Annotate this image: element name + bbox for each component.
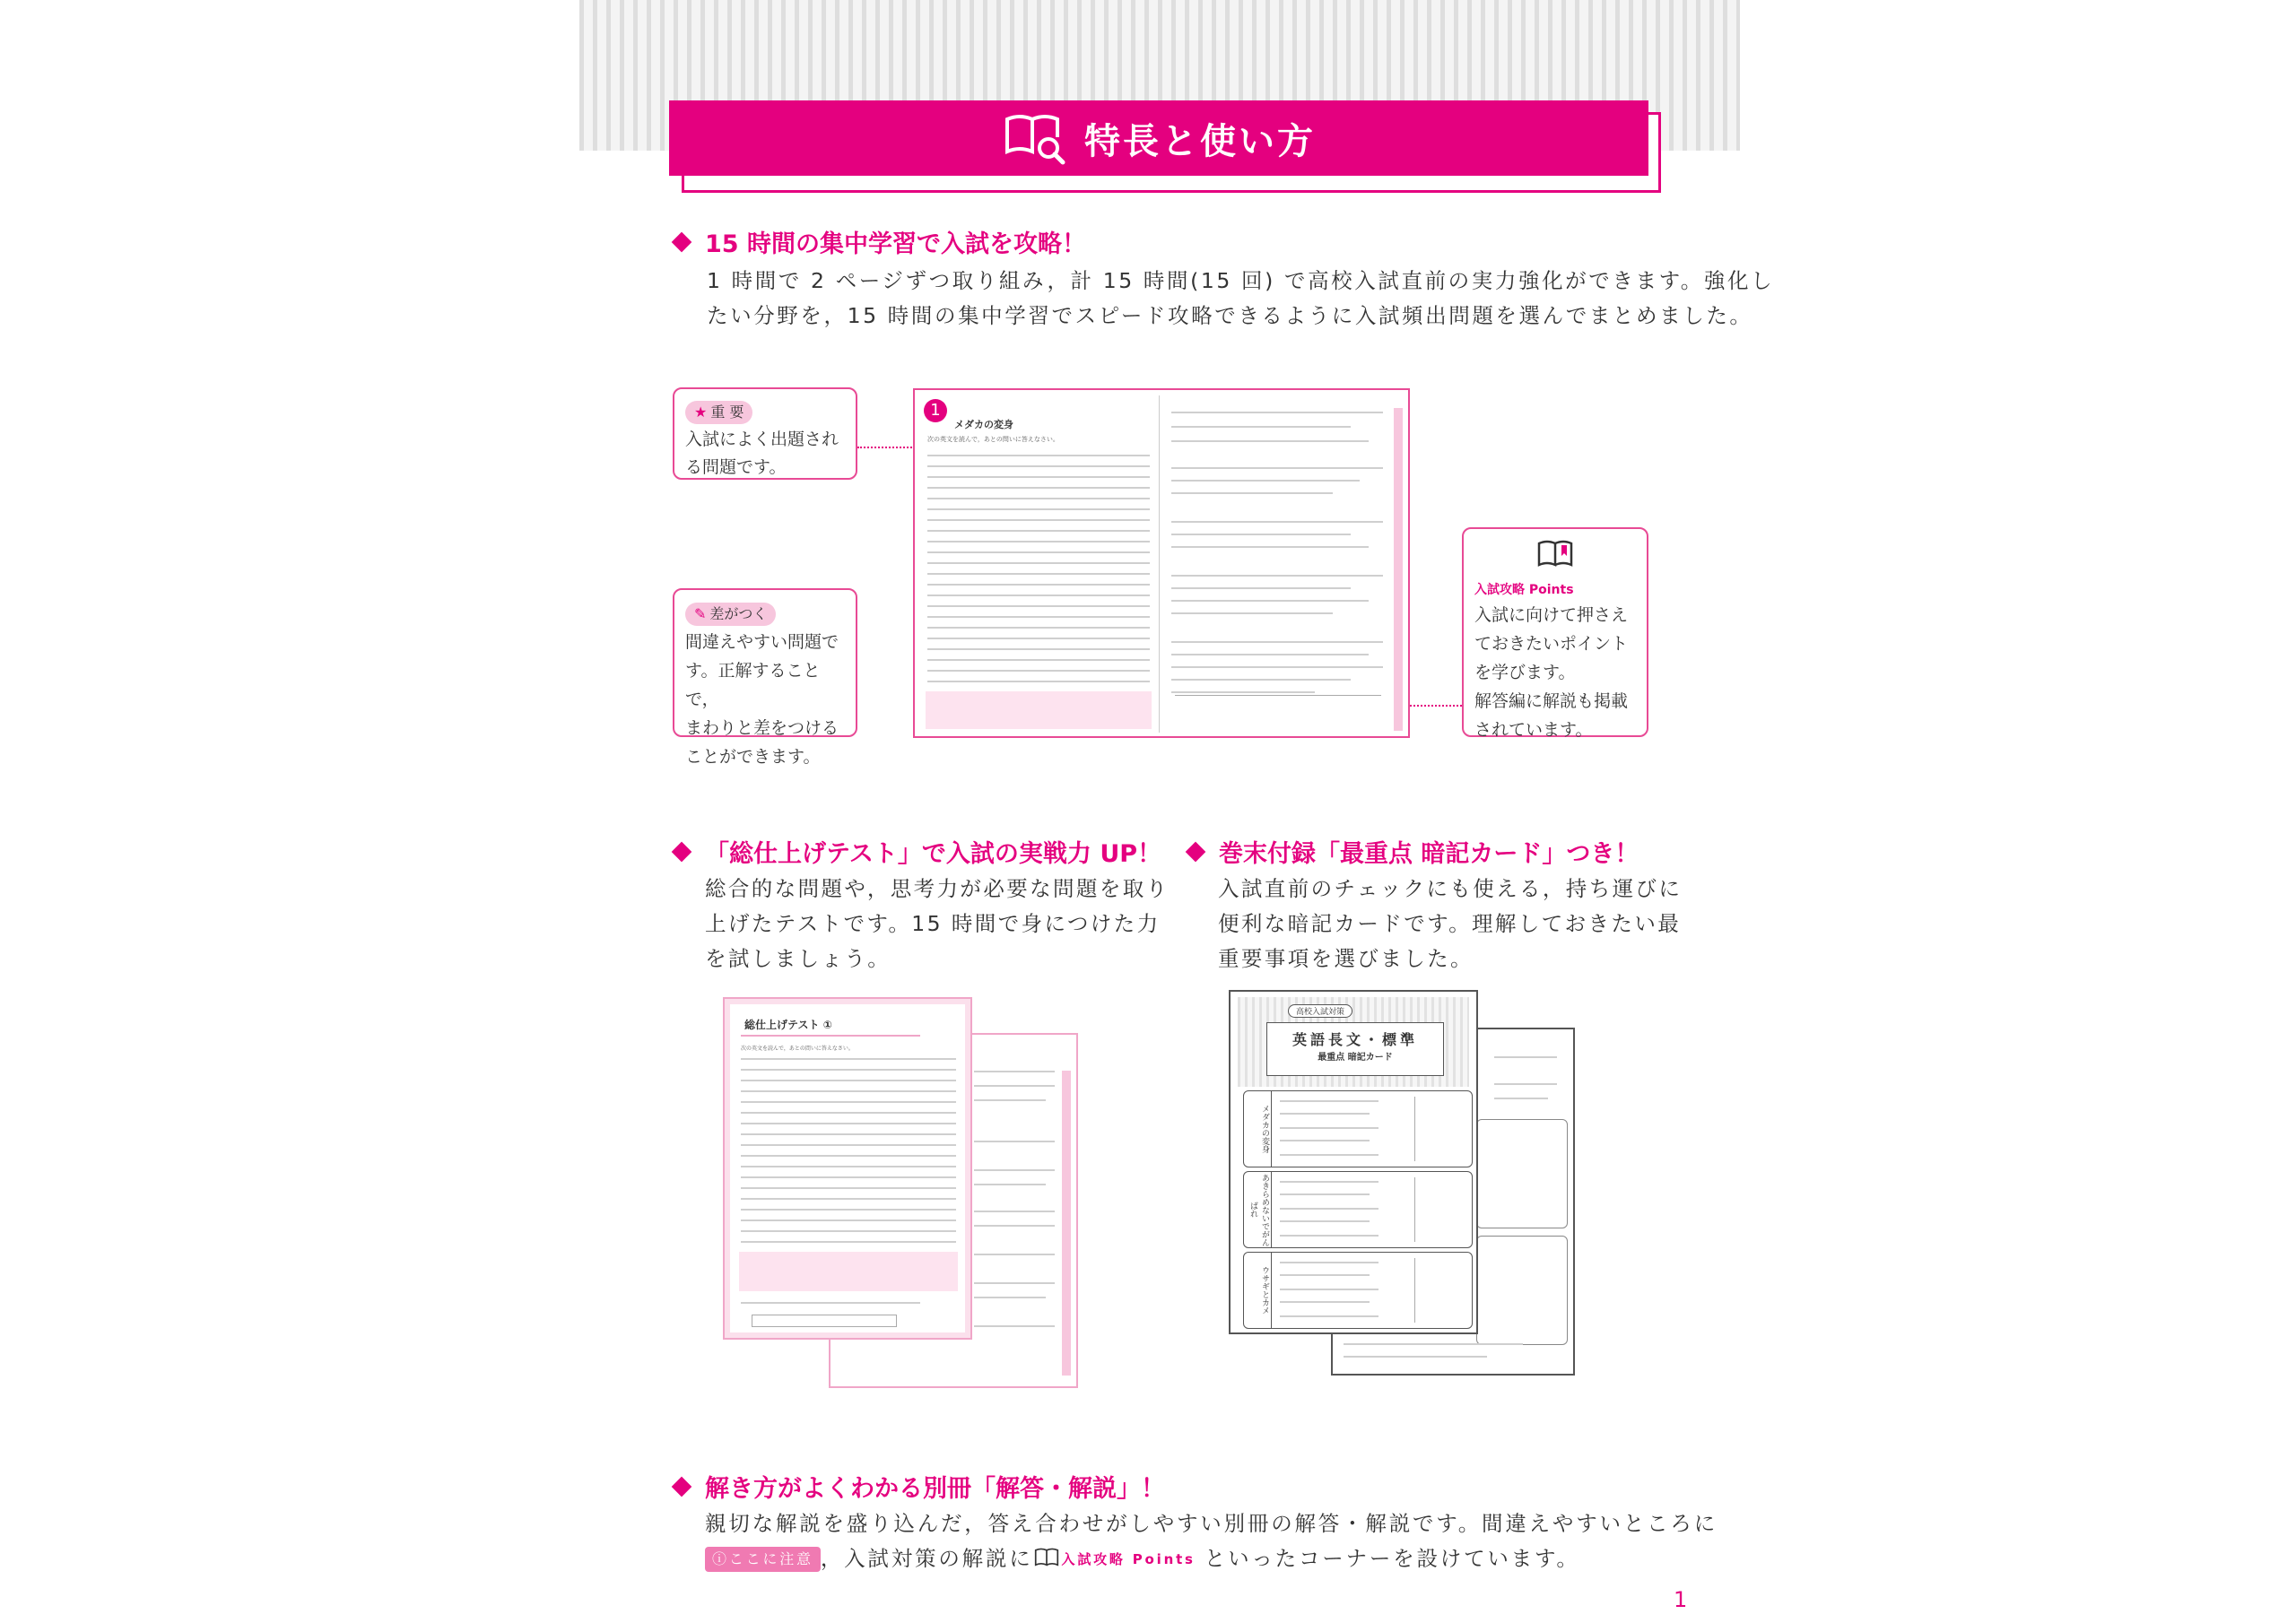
page-gutter xyxy=(1159,395,1160,733)
page-number: 1 xyxy=(1674,1587,1688,1612)
card-subtitle: 最重点 暗記カード xyxy=(1318,1053,1393,1063)
page-title: 特長と使い方 xyxy=(1084,120,1316,162)
card-header-tag: 高校入試対策 xyxy=(1288,1004,1352,1018)
difference-tag: ✎ 差がつく xyxy=(685,603,776,626)
body-line: 重要事項を選びました。 xyxy=(1218,946,1474,971)
card-title: 英語長文・標準 xyxy=(1292,1031,1418,1048)
callout-text: ことができます。 xyxy=(685,747,821,767)
points-box xyxy=(1175,695,1381,730)
callout-text: されています。 xyxy=(1474,720,1593,740)
body-line: 総合的な問題や，思考力が必要な問題を取り xyxy=(705,876,1170,901)
section-body-memory-cards xyxy=(1218,872,1682,976)
section-heading-final-test xyxy=(674,834,1161,869)
book-search-icon xyxy=(1002,110,1068,166)
answer-box xyxy=(752,1315,897,1327)
section-heading-text: 15 時間の集中学習で入試を攻略！ xyxy=(705,230,1086,258)
callout-text: まわりと差をつける xyxy=(685,718,839,738)
diamond-bullet-icon xyxy=(1186,842,1206,863)
section-heading-intensive xyxy=(674,224,1086,259)
diamond-bullet-icon xyxy=(672,232,692,253)
callout-points xyxy=(1462,527,1648,740)
side-tab xyxy=(1394,408,1403,731)
callout-text: る問題です。 xyxy=(685,457,787,477)
card-block-label: あきらめないでがんばれ xyxy=(1244,1172,1272,1247)
body-line: 1 時間で 2 ページずつ取り組み，計 15 時間(15 回) で高校入試直前の実力強化ができます。強化し xyxy=(707,268,1775,293)
vocab-box xyxy=(926,691,1152,729)
callout-important xyxy=(673,387,857,480)
diamond-bullet-icon xyxy=(672,842,692,863)
body-line: たい分野を，15 時間の集中学習でスピード攻略できるように入試頻出問題を選んでまとめました。 xyxy=(707,303,1753,328)
callout-text: ておきたいポイント xyxy=(1474,634,1629,654)
important-tag: ★ 重 要 xyxy=(685,401,752,424)
page-title-bar xyxy=(669,100,1648,176)
body-line: 上げたテストです。15 時間で身につけた力 xyxy=(705,911,1161,936)
lesson-hint: 次の英文を読んで，あとの問いに答えなさい。 xyxy=(927,436,1059,443)
callout-text: 入試に向けて押さえ xyxy=(1474,605,1629,625)
card-block xyxy=(1243,1252,1473,1329)
caution-badge: ⓘここに注意 xyxy=(705,1547,821,1572)
section-body-answers xyxy=(705,1506,1718,1580)
card-title-box xyxy=(1266,1022,1444,1076)
points-inline-label: 入試攻略 Points xyxy=(1061,1551,1196,1567)
pencil-icon: ✎ xyxy=(694,605,707,622)
lesson-number: 1 xyxy=(924,399,947,422)
test-hint: 次の英文を読んで，あとの問いに答えなさい。 xyxy=(741,1046,854,1052)
callout-text: 入試によく出題され xyxy=(685,430,839,449)
section-heading-memory-cards xyxy=(1188,834,1639,869)
star-icon: ★ xyxy=(694,404,708,421)
side-tab xyxy=(1062,1071,1071,1376)
body-line: 入試直前のチェックにも使える，持ち運びに xyxy=(1218,876,1683,901)
body-line: ⓘここに注意 ，入試対策の解説に 入試攻略 Points といったコーナーを設けています。 xyxy=(705,1541,1718,1580)
card-block xyxy=(1243,1090,1473,1167)
vocab-box xyxy=(739,1252,958,1291)
card-block-label: メダカの変身 xyxy=(1244,1091,1272,1167)
callout-text: を学びます。 xyxy=(1474,663,1576,682)
callout-text: 解答編に解説も掲載 xyxy=(1474,691,1629,711)
section-body-intensive xyxy=(707,264,1774,334)
body-line: を試しましょう。 xyxy=(705,946,891,971)
callout-text: す。正解することで， xyxy=(685,661,821,709)
notebook-icon xyxy=(1474,538,1636,579)
notebook-icon xyxy=(1033,1545,1062,1580)
card-block xyxy=(1243,1171,1473,1248)
section-heading-text: 解き方がよくわかる別冊「解答・解説」！ xyxy=(705,1475,1165,1503)
test-page-front-mockup xyxy=(723,997,972,1340)
card-block-label: ウサギとカメ xyxy=(1244,1253,1272,1328)
diamond-bullet-icon xyxy=(672,1477,692,1497)
section-heading-text: 「総仕上げテスト」で入試の実戦力 UP！ xyxy=(705,840,1162,868)
body-line: 便利な暗記カードです。理解しておきたい最 xyxy=(1218,911,1682,936)
body-line: 親切な解説を盛り込んだ，答え合わせがしやすい別冊の解答・解説です。間違えやすいところに xyxy=(705,1511,1718,1536)
section-heading-answers xyxy=(674,1469,1165,1504)
lesson-title: メダカの変身 xyxy=(954,419,1013,430)
test-title: 総仕上げテスト ① xyxy=(744,1019,832,1031)
points-label: 入試攻略 Points xyxy=(1474,583,1574,597)
callout-text: 間違えやすい問題で xyxy=(685,632,839,652)
callout-difference xyxy=(673,588,857,767)
lesson-page-mockup xyxy=(913,388,1410,738)
section-body-final-test xyxy=(705,872,1170,976)
section-heading-text: 巻末付録「最重点 暗記カード」つき！ xyxy=(1219,840,1639,868)
card-page-front-mockup xyxy=(1229,990,1478,1334)
